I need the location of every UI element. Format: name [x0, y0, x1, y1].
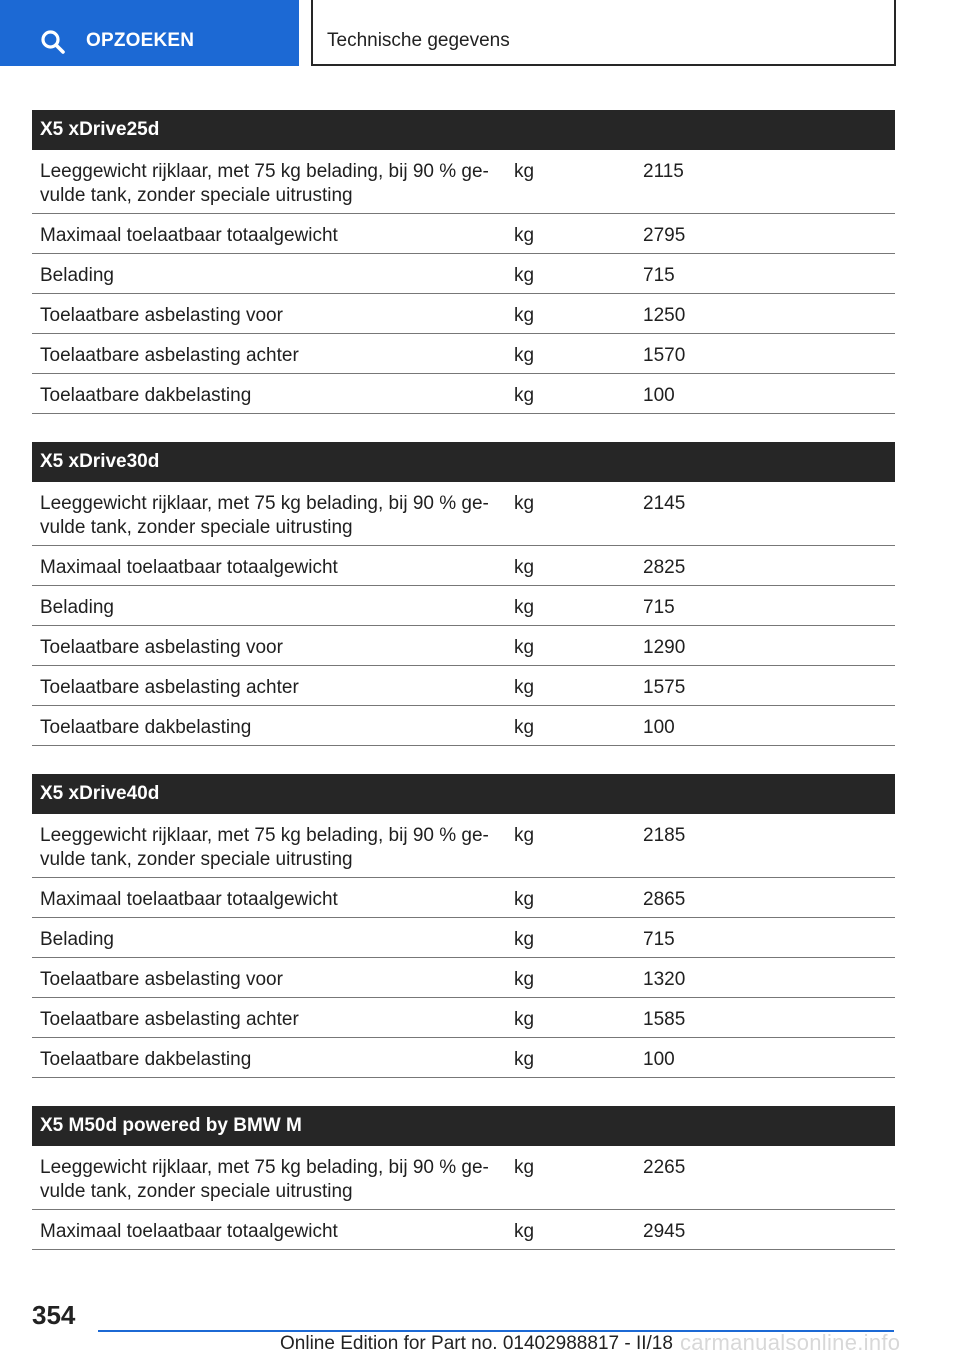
row-value: 715: [643, 265, 675, 286]
table-row: [32, 814, 895, 878]
row-unit: kg: [514, 1009, 535, 1030]
row-label: Toelaatbare asbelasting voor: [40, 305, 283, 326]
row-value: 1250: [643, 305, 686, 326]
table-row: [32, 958, 895, 998]
top-bar: [0, 0, 960, 66]
row-label: Leeggewicht rijklaar, met 75 kg belading, bij 90 % ge-: [40, 1157, 489, 1178]
table-row: [32, 666, 895, 706]
row-label: Maximaal toelaatbaar totaalgewicht: [40, 557, 338, 578]
row-label: Toelaatbare asbelasting achter: [40, 677, 299, 698]
section-tab[interactable]: [311, 0, 896, 66]
table-title: X5 M50d powered by BMW M: [32, 1106, 895, 1146]
row-unit: kg: [514, 225, 535, 246]
row-unit: kg: [514, 1221, 535, 1242]
table-row: [32, 294, 895, 334]
table-row: [32, 918, 895, 958]
row-label: Toelaatbare asbelasting achter: [40, 1009, 299, 1030]
row-label: Leeggewicht rijklaar, met 75 kg belading, bij 90 % ge-: [40, 161, 489, 182]
table-row: [32, 150, 895, 214]
row-value: 715: [643, 597, 675, 618]
table-row: [32, 706, 895, 746]
row-label: Leeggewicht rijklaar, met 75 kg belading, bij 90 % ge-: [40, 493, 489, 514]
row-unit: kg: [514, 305, 535, 326]
table-row: [32, 626, 895, 666]
search-button[interactable]: [0, 0, 299, 66]
table-title: X5 xDrive25d: [32, 110, 895, 150]
row-value: 2795: [643, 225, 686, 246]
spec-table-xdrive40d: [32, 774, 895, 1078]
row-label: Toelaatbare asbelasting voor: [40, 969, 283, 990]
row-value: 100: [643, 717, 675, 738]
row-value: 2145: [643, 493, 686, 514]
table-title: X5 xDrive40d: [32, 774, 895, 814]
row-label: Toelaatbare dakbelasting: [40, 1049, 252, 1070]
section-title: Technische gegevens: [327, 30, 510, 51]
row-value: 2825: [643, 557, 686, 578]
spec-table-xdrive30d: [32, 442, 895, 746]
table-row: [32, 482, 895, 546]
row-value: 1585: [643, 1009, 686, 1030]
row-unit: kg: [514, 889, 535, 910]
row-label-cont: vulde tank, zonder speciale uitrusting: [40, 185, 353, 206]
row-value: 2115: [643, 161, 684, 182]
table-row: [32, 546, 895, 586]
row-label: Leeggewicht rijklaar, met 75 kg belading, bij 90 % ge-: [40, 825, 489, 846]
table-title: X5 xDrive30d: [32, 442, 895, 482]
row-unit: kg: [514, 929, 535, 950]
row-label: Toelaatbare dakbelasting: [40, 717, 252, 738]
search-label: OPZOEKEN: [86, 30, 195, 51]
row-label: Toelaatbare dakbelasting: [40, 385, 252, 406]
row-unit: kg: [514, 969, 535, 990]
row-value: 1320: [643, 969, 686, 990]
row-value: 715: [643, 929, 675, 950]
spec-table-xdrive25d: [32, 110, 895, 414]
row-label: Maximaal toelaatbaar totaalgewicht: [40, 889, 338, 910]
row-value: 2265: [643, 1157, 686, 1178]
row-value: 100: [643, 1049, 675, 1070]
row-unit: kg: [514, 161, 535, 182]
row-label-cont: vulde tank, zonder speciale uitrusting: [40, 1181, 353, 1202]
row-unit: kg: [514, 345, 535, 366]
row-label-cont: vulde tank, zonder speciale uitrusting: [40, 849, 353, 870]
spec-table-m50d: [32, 1106, 895, 1250]
search-icon: [40, 29, 66, 55]
row-label: Belading: [40, 597, 114, 618]
row-label: Maximaal toelaatbaar totaalgewicht: [40, 225, 338, 246]
row-unit: kg: [514, 637, 535, 658]
watermark: carmanualsonline.info: [680, 1330, 901, 1355]
row-label: Maximaal toelaatbaar totaalgewicht: [40, 1221, 338, 1242]
row-value: 2945: [643, 1221, 686, 1242]
row-value: 100: [643, 385, 675, 406]
row-value: 1575: [643, 677, 686, 698]
row-unit: kg: [514, 265, 535, 286]
row-value: 2865: [643, 889, 686, 910]
row-label: Toelaatbare asbelasting voor: [40, 637, 283, 658]
row-label: Toelaatbare asbelasting achter: [40, 345, 299, 366]
table-row: [32, 254, 895, 294]
table-row: [32, 334, 895, 374]
table-row: [32, 998, 895, 1038]
row-value: 1290: [643, 637, 686, 658]
table-row: [32, 1146, 895, 1210]
row-value: 1570: [643, 345, 686, 366]
table-row: [32, 1210, 895, 1250]
row-value: 2185: [643, 825, 686, 846]
row-unit: kg: [514, 1049, 535, 1070]
row-unit: kg: [514, 825, 535, 846]
table-row: [32, 586, 895, 626]
row-unit: kg: [514, 493, 535, 514]
table-row: [32, 878, 895, 918]
table-row: [32, 1038, 895, 1078]
table-row: [32, 214, 895, 254]
row-label-cont: vulde tank, zonder speciale uitrusting: [40, 517, 353, 538]
row-unit: kg: [514, 1157, 535, 1178]
table-row: [32, 374, 895, 414]
row-unit: kg: [514, 597, 535, 618]
row-unit: kg: [514, 385, 535, 406]
page-number: 354: [32, 1300, 76, 1330]
row-unit: kg: [514, 677, 535, 698]
edition-text: Online Edition for Part no. 01402988817 - II/18: [280, 1333, 673, 1354]
row-label: Belading: [40, 929, 114, 950]
row-unit: kg: [514, 557, 535, 578]
row-label: Belading: [40, 265, 114, 286]
row-unit: kg: [514, 717, 535, 738]
